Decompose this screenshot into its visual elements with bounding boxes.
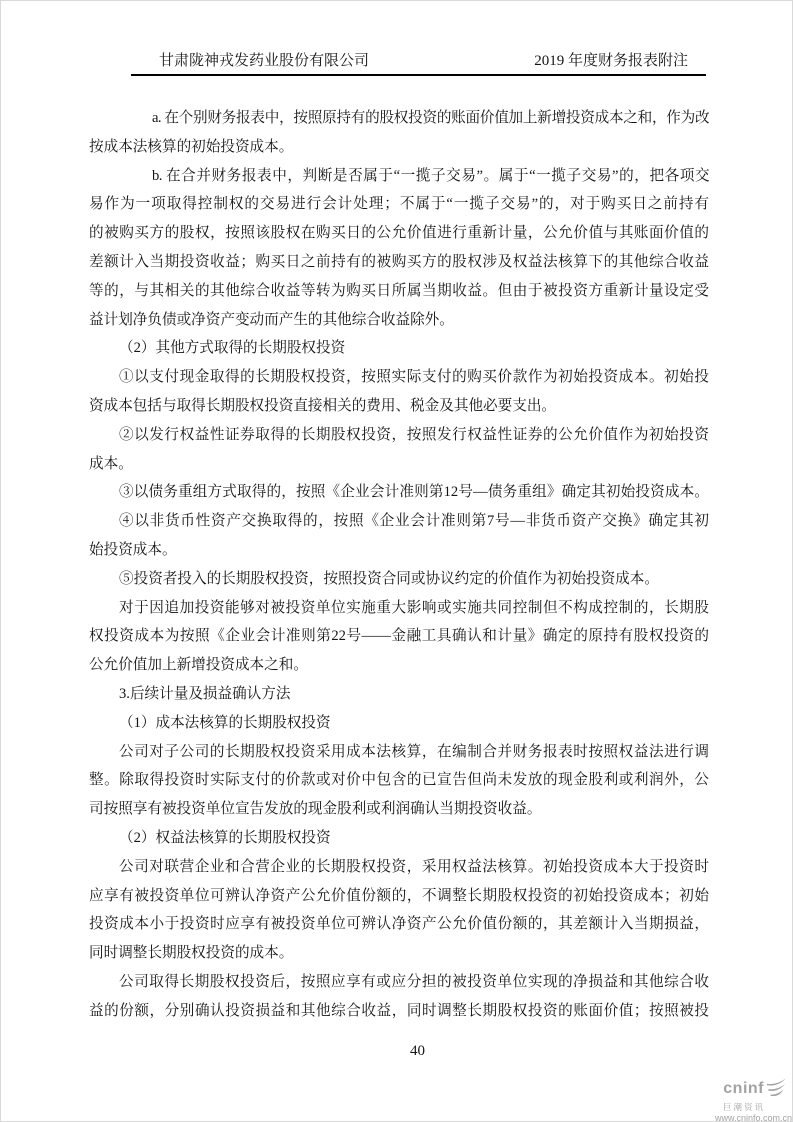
text-line: 权投资成本为按照《企业会计准则第22号——金融工具确认和计量》确定的原持有股权投资的: [89, 628, 709, 645]
page-number: 40: [410, 1043, 425, 1059]
cninfo-swirl-icon: [765, 1077, 787, 1102]
text-line: a. 在个别财务报表中，按照原持有的股权投资的账面价值加上新增投资成本之和，作为改: [152, 110, 709, 126]
header-company-name: 甘肃陇神戎发药业股份有限公司: [159, 53, 370, 69]
text-line: （2）其他方式取得的长期股权投资: [119, 340, 346, 357]
text-line: 资成本包括与取得长期股权投资直接相关的费用、税金及其他必要支出。: [89, 397, 557, 414]
text-line: 同时调整长期股权投资的成本。: [89, 945, 294, 962]
text-line: 始投资成本。: [89, 541, 177, 558]
text-line: （1）成本法核算的长期股权投资: [119, 714, 331, 731]
text-line: ②以发行权益性证券取得的长期股权投资，按照发行权益性证券的公允价值作为初始投资: [119, 426, 709, 443]
header-doc-title: 2019 年度财务报表附注: [534, 53, 688, 69]
text-line: 的被购买方的股权，按照该股权在购买日的公允价值进行重新计量，公允价值与其账面价值的: [89, 225, 709, 242]
text-line: 3.后续计量及损益确认方法: [119, 685, 291, 702]
page-header: [131, 47, 706, 76]
text-line: 成本。: [89, 455, 133, 472]
text-line: ⑤投资者投入的长期股权投资，按照投资合同或协议约定的价值作为初始投资成本。: [119, 570, 659, 587]
text-line: 应享有被投资单位可辨认净资产公允价值份额的，不调整长期股权投资的初始投资成本；初始: [89, 887, 709, 904]
text-line: 整。除取得投资时实际支付的价款或对价中包含的已宣告但尚未发放的现金股利或利润外，公: [89, 772, 709, 789]
cninfo-wordmark: cninf: [723, 1080, 764, 1097]
text-line: 公司取得长期股权投资后，按照应享有或应分担的被投资单位实现的净损益和其他综合收: [119, 973, 709, 990]
text-line: （2）权益法核算的长期股权投资: [119, 829, 331, 846]
text-line: ①以支付现金取得的长期股权投资，按照实际支付的购买价款作为初始投资成本。初始投: [119, 369, 709, 386]
text-line: 公允价值加上新增投资成本之和。: [89, 657, 308, 674]
text-line: ④以非货币性资产交换取得的，按照《企业会计准则第7号—非货币资产交换》确定其初: [119, 513, 709, 530]
text-line: 等的，与其相关的其他综合收益等转为购买日所属当期收益。但由于被投资方重新计量设定受: [89, 282, 709, 299]
text-line: b. 在合并财务报表中，判断是否属于“一揽子交易”。属于“一揽子交易”的，把各项交: [152, 167, 709, 184]
cninfo-logo: [715, 1077, 793, 1122]
document-body: [89, 104, 709, 1026]
cninfo-url: www.cninfo.com.cn: [715, 1112, 793, 1122]
cninfo-chinese-name: 巨潮资讯: [722, 1101, 765, 1112]
text-line: 公司对子公司的长期股权投资采用成本法核算，在编制合并财务报表时按照权益法进行调: [119, 743, 709, 760]
text-line: 按成本法核算的初始投资成本。: [89, 138, 294, 155]
text-line: 公司对联营企业和合营企业的长期股权投资，采用权益法核算。初始投资成本大于投资时: [119, 858, 709, 875]
text-line: 易作为一项取得控制权的交易进行会计处理；不属于“一揽子交易”的，对于购买日之前持有: [89, 196, 709, 213]
text-line: 益的份额，分别确认投资损益和其他综合收益，同时调整长期股权投资的账面价值；按照被投: [89, 1002, 709, 1019]
text-line: 益计划净负债或净资产变动而产生的其他综合收益除外。: [89, 311, 454, 328]
text-line: 对于因追加投资能够对被投资单位实施重大影响或实施共同控制但不构成控制的，长期股: [119, 599, 709, 616]
text-line: 投资成本小于投资时应享有被投资单位可辨认净资产公允价值份额的，其差额计入当期损益，: [89, 916, 709, 933]
text-line: 司按照享有被投资单位宣告发放的现金股利或利润确认当期投资收益。: [89, 801, 542, 818]
text-line: 差额计入当期投资收益；购买日之前持有的被购买方的股权涉及权益法核算下的其他综合收益: [89, 253, 709, 270]
text-line: ③以债务重组方式取得的，按照《企业会计准则第12号—债务重组》确定其初始投资成本。: [119, 484, 709, 501]
